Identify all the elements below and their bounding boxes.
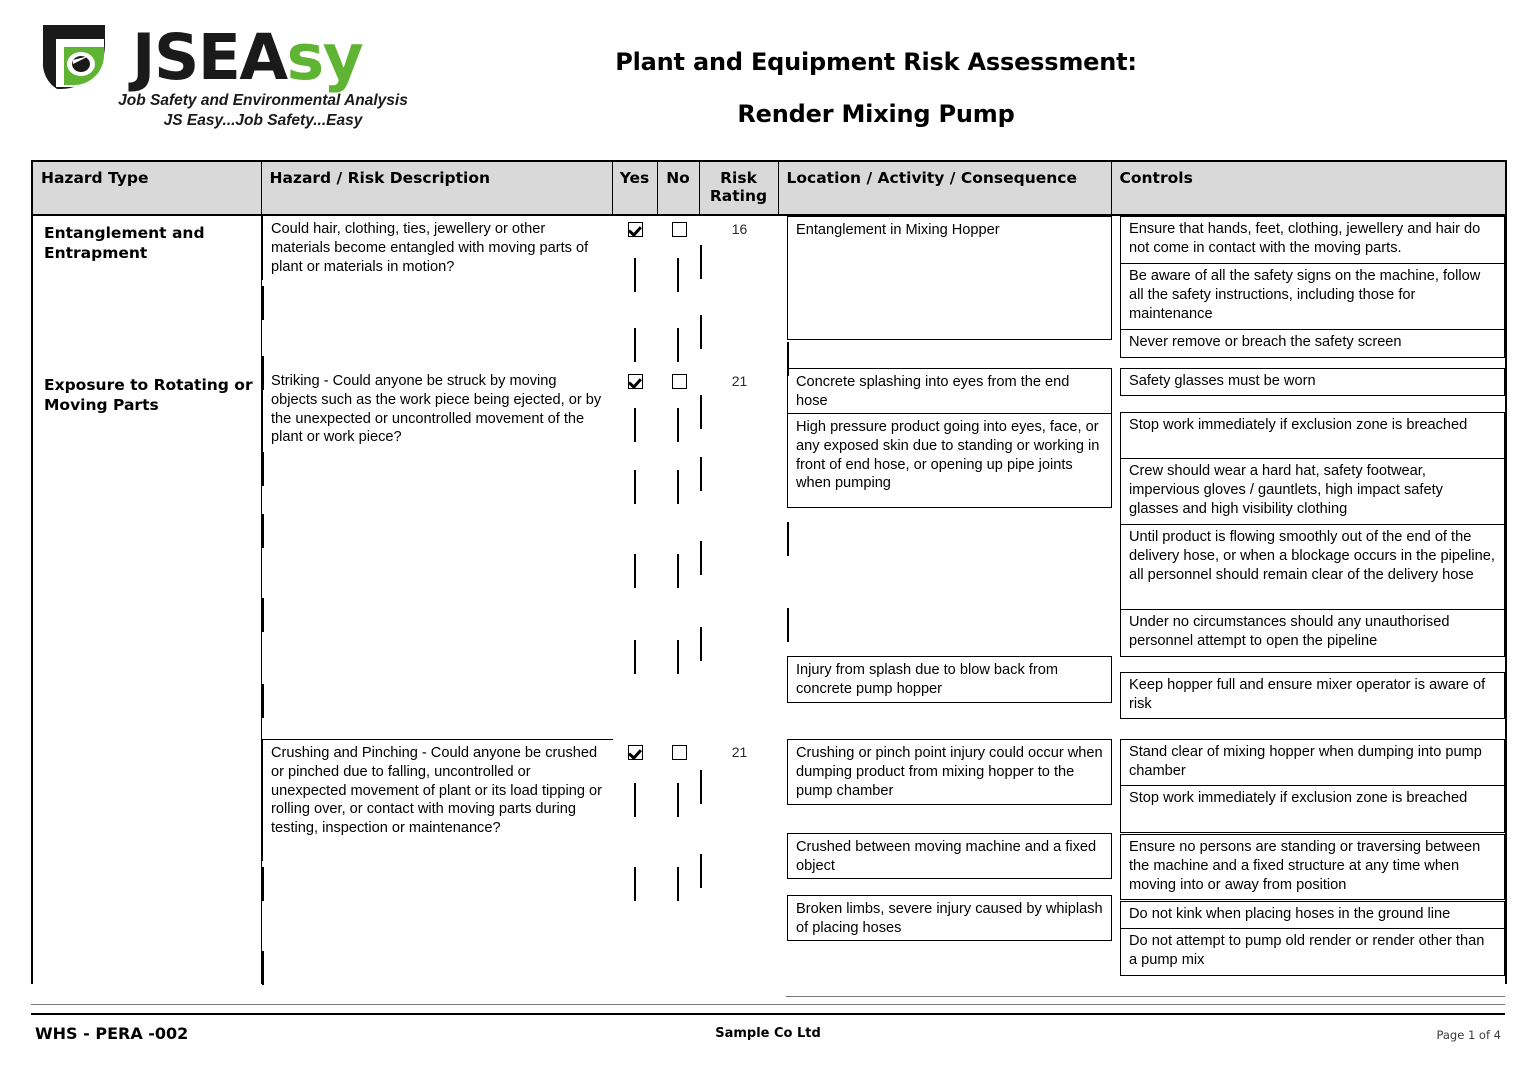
- page-header: [31, 0, 1505, 160]
- no-column: [658, 739, 700, 984]
- control-item: Safety glasses must be worn: [1120, 368, 1505, 396]
- hazard-description-cell: Striking - Could anyone be struck by moving objects such as the work piece being ejected, or by the unexpected or uncontrolled movement of the plant or work piece?: [262, 368, 613, 452]
- table-header-row: [32, 161, 1506, 215]
- brand-tagline-primary: Job Safety and Environmental Analysis: [118, 92, 408, 109]
- hazard-description-cell: Crushing and Pinching - Could anyone be crushed or pinched due to falling, uncontrolled or unexpected movement of plant or its load tipping or rolling over, or contact with moving parts during testing, inspection or maintenance?: [262, 739, 613, 861]
- footer-document-code: WHS - PERA -002: [35, 1024, 189, 1043]
- yes-checkbox-cell[interactable]: [613, 368, 658, 394]
- hazard-description-column: [262, 739, 613, 984]
- column-header-no: No: [657, 161, 699, 215]
- footer-company-name: Sample Co Ltd: [715, 1026, 821, 1041]
- control-item: Until product is flowing smoothly out of the end of the delivery hose, or when a blockage occurs in the pipeline, all personnel should remain clear of the delivery hose: [1120, 525, 1505, 610]
- brand-wordmark: [132, 23, 362, 93]
- table-section-row: [32, 215, 1506, 368]
- no-column: [658, 368, 700, 739]
- location-cell: Broken limbs, severe injury caused by whiplash of placing hoses: [787, 895, 1112, 941]
- location-cell: Crushing or pinch point injury could occur when dumping product from mixing hopper to the pump chamber: [787, 739, 1112, 805]
- control-item: Do not attempt to pump old render or render other than a pump mix: [1120, 929, 1505, 976]
- yes-checkbox[interactable]: [628, 222, 643, 237]
- no-checkbox[interactable]: [672, 374, 687, 389]
- no-checkbox-cell[interactable]: [658, 739, 700, 765]
- hazard-section: [33, 368, 1505, 739]
- risk-rating-column: [700, 739, 779, 984]
- yes-checkbox[interactable]: [628, 374, 643, 389]
- location-column: [779, 739, 1112, 984]
- column-header-hazard-type: Hazard Type: [32, 161, 261, 215]
- risk-rating-value: 21: [731, 373, 748, 389]
- hazard-type-cell-continued: [33, 739, 262, 984]
- risk-assessment-table: [31, 160, 1507, 984]
- page-title-line-1: Plant and Equipment Risk Assessment:: [615, 48, 1137, 76]
- controls-column: [1112, 368, 1505, 739]
- page-title-line-2: Render Mixing Pump: [737, 100, 1015, 128]
- yes-checkbox-cell[interactable]: [613, 216, 658, 242]
- location-cell: Entanglement in Mixing Hopper: [787, 216, 1112, 340]
- column-header-yes: Yes: [612, 161, 657, 215]
- location-cell: Injury from splash due to blow back from concrete pump hopper: [787, 656, 1112, 703]
- hazard-type-cell: Exposure to Rotating or Moving Parts: [33, 368, 262, 739]
- location-column: [779, 368, 1112, 739]
- brand-logo: [40, 18, 440, 130]
- column-header-controls: Controls: [1111, 161, 1506, 215]
- column-header-hazard-description: Hazard / Risk Description: [261, 161, 612, 215]
- control-item: Ensure no persons are standing or traversing between the machine and a fixed structure at any time when moving into or away from position: [1120, 834, 1505, 900]
- no-checkbox[interactable]: [672, 745, 687, 760]
- jseasy-eye-leaf-logo-icon: [40, 19, 128, 97]
- location-column: [779, 216, 1112, 368]
- brand-name-green: sy: [286, 21, 363, 94]
- risk-rating-label-line2: Rating: [709, 187, 768, 205]
- yes-column: [613, 739, 658, 984]
- table-bottom-rule: [31, 1004, 1505, 1005]
- hazard-type-cell: Entanglement and Entrapment: [33, 216, 262, 368]
- hazard-section: [33, 739, 1505, 984]
- control-item: Stand clear of mixing hopper when dumping into pump chamber: [1120, 739, 1505, 786]
- risk-rating-value: 16: [731, 221, 748, 237]
- control-item: Crew should wear a hard hat, safety footwear, impervious gloves / gauntlets, high impact safety glasses and high visibility clothing: [1120, 459, 1505, 525]
- location-cell: Concrete splashing into eyes from the end hose: [787, 368, 1112, 414]
- column-header-risk-rating: [699, 161, 778, 215]
- risk-rating-value: 21: [731, 744, 748, 760]
- control-item: Ensure that hands, feet, clothing, jewellery and hair do not come in contact with the moving parts.: [1120, 216, 1505, 264]
- risk-rating-column: [700, 368, 779, 739]
- control-item: Be aware of all the safety signs on the machine, follow all the safety instructions, including those for maintenance: [1120, 264, 1505, 330]
- hazard-description-column: [262, 216, 613, 368]
- table-section-row: [32, 368, 1506, 984]
- no-checkbox-cell[interactable]: [658, 216, 700, 242]
- page-title: [461, 48, 1291, 128]
- control-item: Stop work immediately if exclusion zone is breached: [1120, 786, 1505, 833]
- location-cell: Crushed between moving machine and a fixed object: [787, 833, 1112, 879]
- hazard-description-column: [262, 368, 613, 739]
- control-item: Keep hopper full and ensure mixer operator is aware of risk: [1120, 672, 1505, 719]
- control-item: Never remove or breach the safety screen: [1120, 330, 1505, 358]
- footer-page-number: Page 1 of 4: [1436, 1028, 1501, 1042]
- page-footer: [31, 1020, 1505, 1060]
- yes-column: [613, 216, 658, 368]
- brand-tagline-secondary: JS Easy...Job Safety...Easy: [163, 112, 363, 129]
- brand-name-black: JSEA: [132, 21, 287, 94]
- no-checkbox[interactable]: [672, 222, 687, 237]
- no-checkbox-cell[interactable]: [658, 368, 700, 394]
- table-bottom-rule-inner: [786, 996, 1505, 997]
- no-column: [658, 216, 700, 368]
- risk-rating-label-line1: Risk: [720, 169, 757, 187]
- yes-checkbox[interactable]: [628, 745, 643, 760]
- controls-column: [1112, 739, 1505, 984]
- yes-checkbox-cell[interactable]: [613, 739, 658, 765]
- controls-column: [1112, 216, 1505, 368]
- hazard-description-cell: Could hair, clothing, ties, jewellery or other materials become entangled with moving parts of plant or materials in motion?: [262, 216, 613, 280]
- risk-rating-column: [700, 216, 779, 368]
- column-header-location: Location / Activity / Consequence: [778, 161, 1111, 215]
- control-item: Under no circumstances should any unauthorised personnel attempt to open the pipeline: [1120, 610, 1505, 657]
- control-item: Do not kink when placing hoses in the ground line: [1120, 901, 1505, 929]
- footer-divider: [31, 1013, 1505, 1015]
- hazard-section: [33, 216, 1505, 368]
- location-cell: High pressure product going into eyes, face, or any exposed skin due to standing or working in front of end hose, or opening up pipe joints when pumping: [787, 414, 1112, 508]
- yes-column: [613, 368, 658, 739]
- control-item: Stop work immediately if exclusion zone is breached: [1120, 412, 1505, 459]
